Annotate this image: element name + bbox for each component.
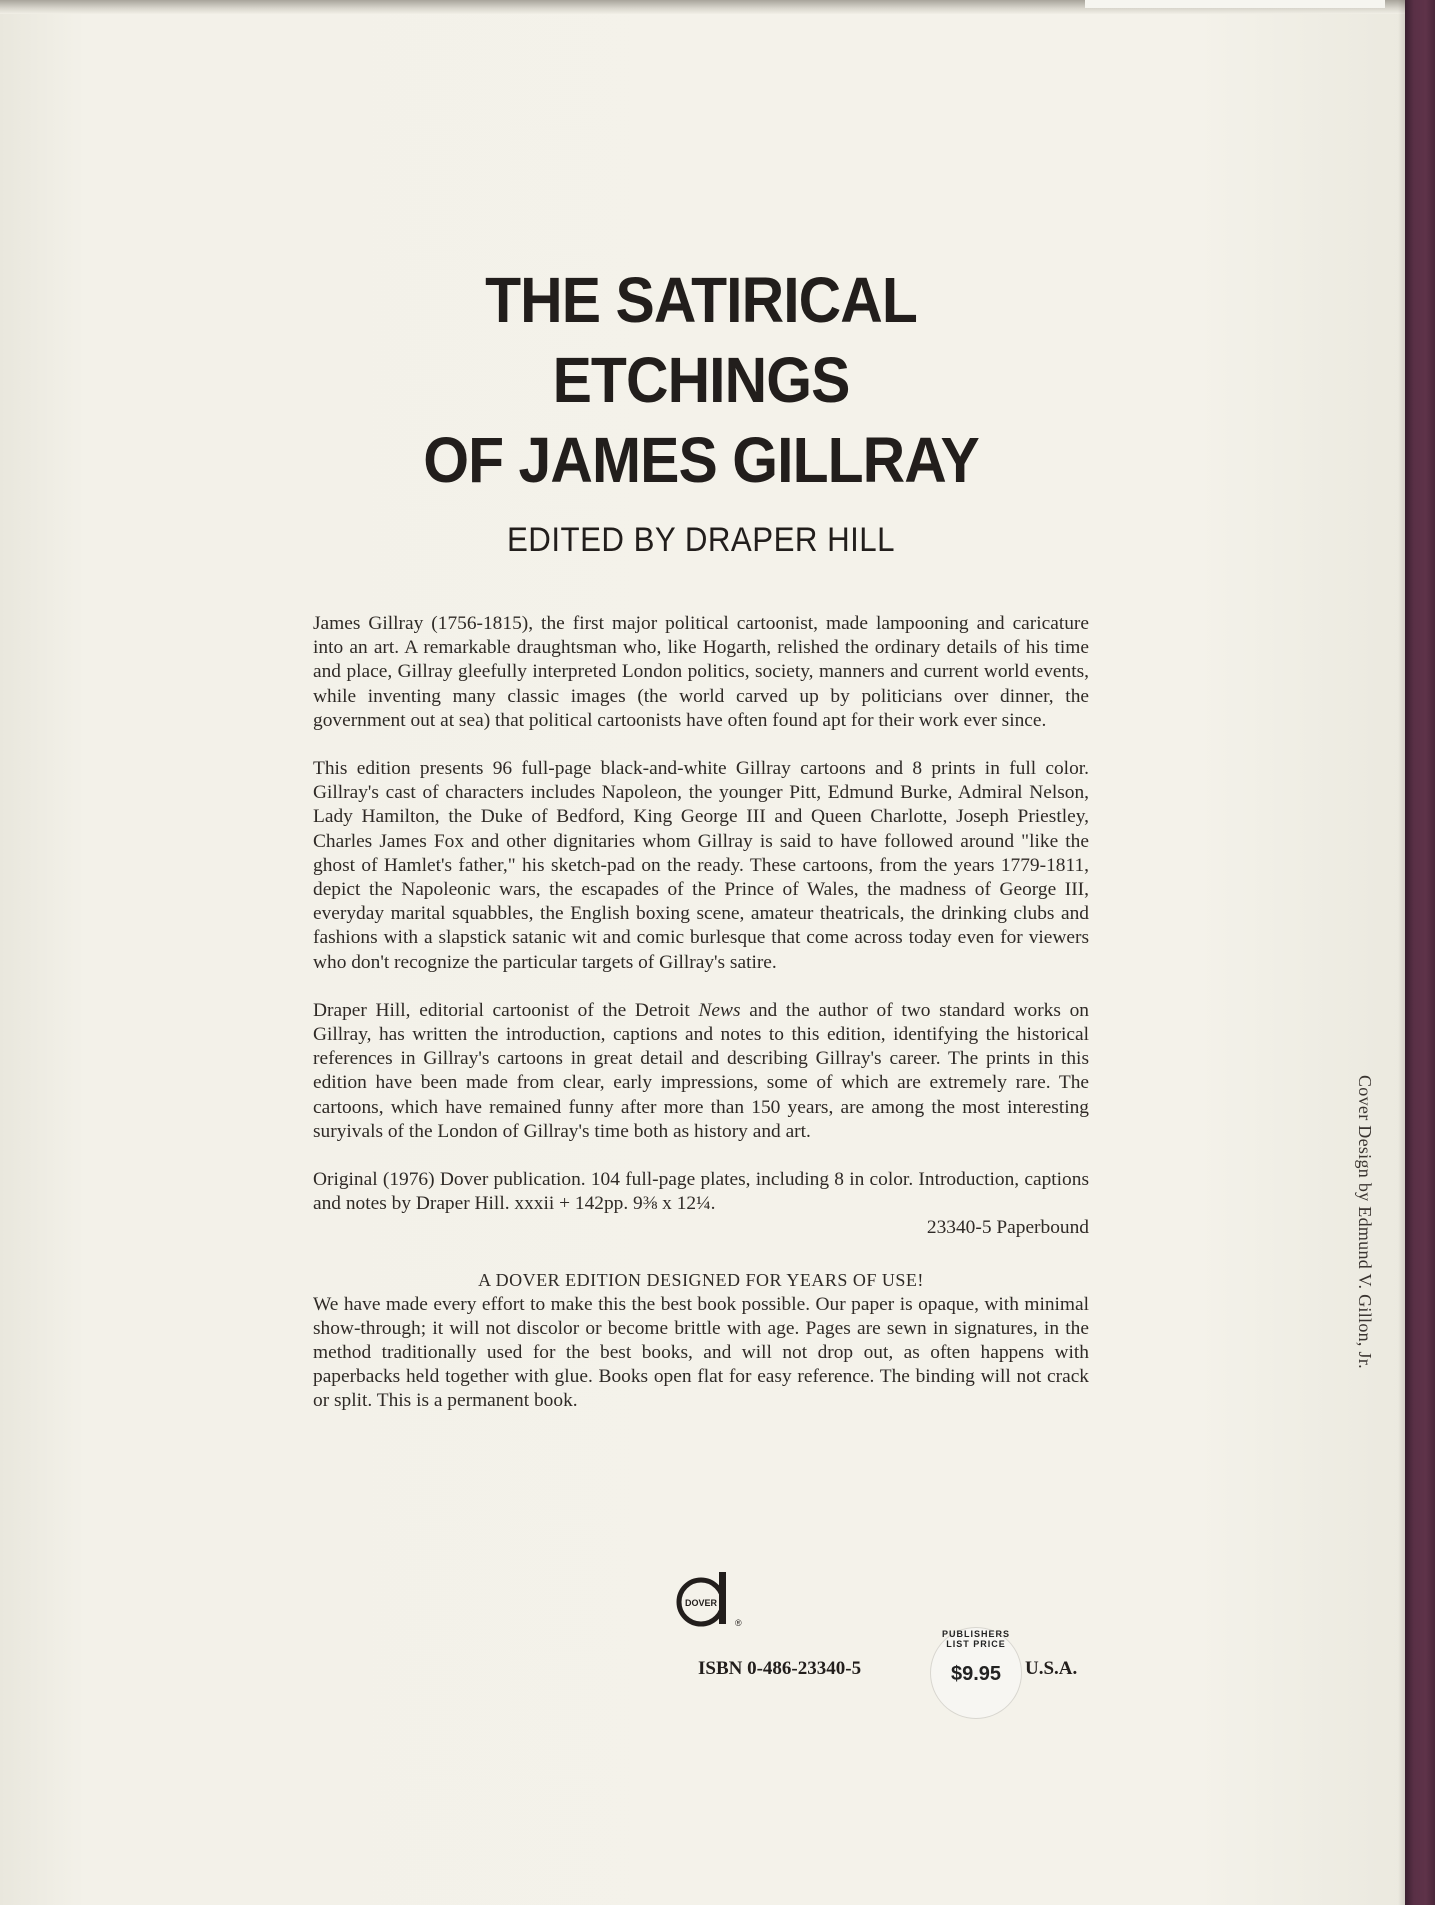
description-paragraph-2: This edition presents 96 full-page black-and-white Gillray cartoons and 8 prints in full color. Gillray's cast of characters includes Napoleon, the younger Pitt, Edmund Burke, Admiral Nelson, Lady Hamilton, the Duke of Bedford, King George III and Queen Charlotte, Joseph Priestley, Charles James Fox and other dignitaries whom Gillray is said to have followed around "like the ghost of Hamlet's father," his sketch-pad on the ready. These cartoons, from the years 1779-1811, depict the Napoleonic wars, the escapades of the Prince of Wales, the madness of George III, everyday marital squabbles, the English boxing scene, amateur theatricals, the drinking clubs and fashions with a slapstick satanic wit and comic burlesque that come across today even for viewers who don't recognize the particular targets of Gillray's satire. <box>313 758 1089 973</box>
dover-logo-icon <box>671 1570 761 1630</box>
title-line-2: OF JAMES GILLRAY <box>423 424 979 496</box>
book-spine <box>1405 0 1435 1905</box>
registered-mark: ® <box>735 1618 742 1628</box>
edition-code: 23340-5 Paperbound <box>926 1217 1089 1239</box>
title-line-1: THE SATIRICAL ETCHINGS <box>485 264 917 416</box>
description-paragraph-1: James Gillray (1756-1815), the first major political cartoonist, made lampooning and caricature into an art. A remarkable draughtsman who, like Hogarth, relished the ordinary details of his time and place, Gillray gleefully interpreted London politics, society, manners and current world events, while inventing many classic images (the world carved up by politicians over dinner, the government out at sea) that political cartoonists have often found apt for their work ever since. <box>313 613 1089 731</box>
price-value: $9.95 <box>950 1663 1002 1685</box>
top-edge-notch <box>1085 0 1385 8</box>
book-title <box>344 260 1058 500</box>
country-label: U.S.A. <box>1025 1658 1078 1679</box>
publication-details <box>313 1168 1089 1241</box>
publication-details-text: Original (1976) Dover publication. 104 full-page plates, including 8 in color. Introduction, captions and notes by Draper Hill. xxxii + 142pp. 9⅜ x 12¼. <box>313 1169 1089 1215</box>
isbn-number: ISBN 0-486-23340-5 <box>698 1658 862 1679</box>
back-cover-content <box>313 260 1089 1414</box>
top-edge <box>0 0 1405 14</box>
editor-credit: EDITED BY DRAPER HILL <box>506 521 896 559</box>
price-sticker-label: PUBLISHERS LIST PRICE <box>941 1629 1010 1649</box>
price-sticker <box>930 1627 1022 1719</box>
description-paragraph-3 <box>313 999 1089 1144</box>
dover-edition-heading: A DOVER EDITION DESIGNED FOR YEARS OF USE! <box>478 1269 924 1290</box>
dover-edition-statement: We have made every effort to make this the best book possible. Our paper is opaque, with minimal show-through; it will not discolor or become brittle with age. Pages are sewn in signatures, in the method traditionally used for the best books, and will not drop out, as often happens with paperbacks held together with glue. Books open flat for easy reference. The binding will not crack or split. This is a permanent book. <box>313 1293 1089 1412</box>
cover-design-credit: Cover Design by Edmund V. Gillon, Jr. <box>1355 1075 1375 1369</box>
p3-text-after: and the author of two standard works on Gillray, has written the introduction, captions and notes to this edition, identifying the historical references in Gillray's cartoons in great detail and describing Gillray's career. The prints in this edition have been made from clear, early impressions, some of which are extremely rare. The cartoons, which have remained funny after more than 150 years, are among the most interesting suryivals of the London of Gillray's time both as history and art. <box>313 999 1089 1142</box>
p3-text-before: Draper Hill, editorial cartoonist of the Detroit <box>313 999 699 1021</box>
dover-logo-text: DOVER <box>684 1598 718 1608</box>
p3-publication-name: News <box>698 999 741 1021</box>
